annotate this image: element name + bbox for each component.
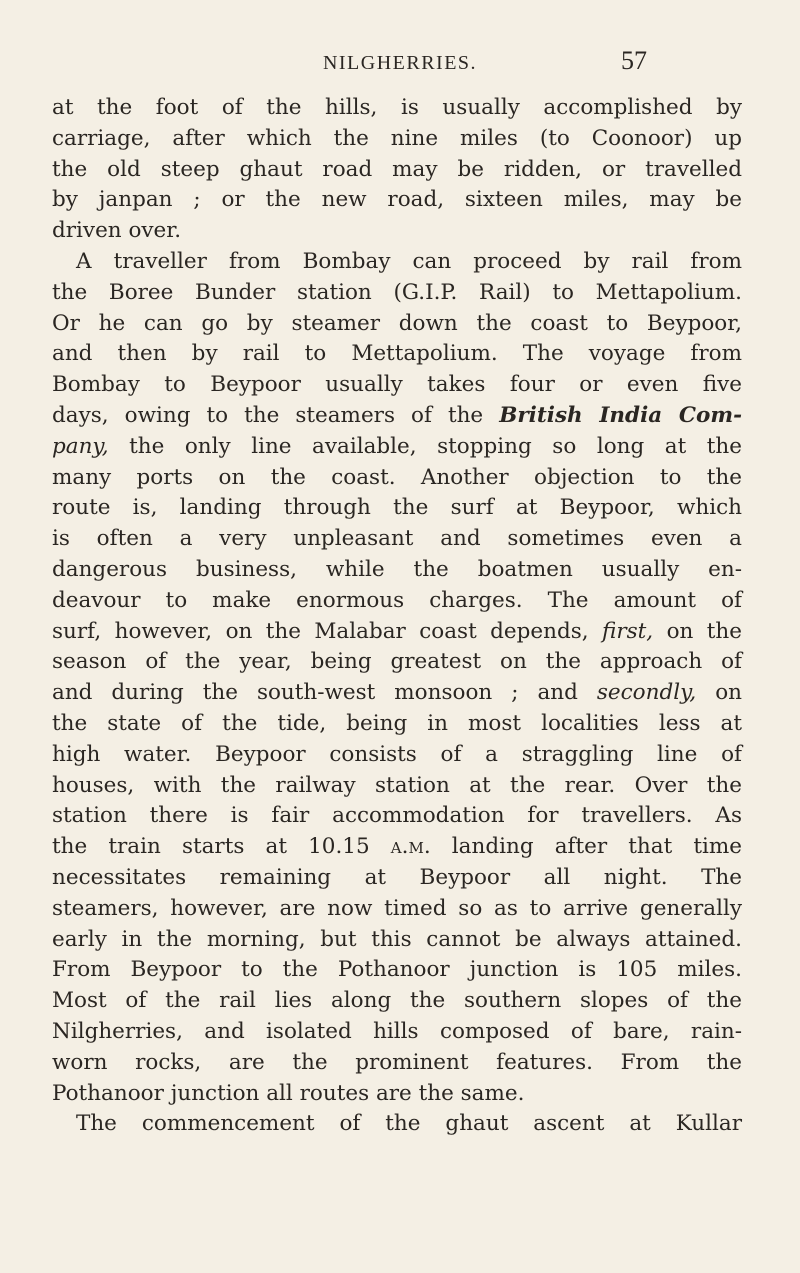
text-line: A traveller from Bombay can proceed by rail from — [76, 248, 742, 274]
running-head — [0, 46, 800, 82]
text-line: dangerous business, while the boatmen usually en- — [52, 556, 742, 582]
text-line: station there is fair accommodation for travellers. As — [52, 803, 742, 829]
text-line: worn rocks, are the prominent features. From the — [52, 1049, 742, 1075]
page-number: 57 — [621, 46, 647, 75]
text-line: Most of the rail lies along the southern slopes of the — [52, 988, 742, 1014]
text-line — [52, 432, 742, 463]
text-line: the old steep ghaut road may be ridden, or travelled — [52, 156, 742, 182]
text-line: Or he can go by steamer down the coast to Beypoor, — [52, 310, 742, 336]
text-segment: landing after that time — [430, 834, 742, 860]
text-line: Bombay to Beypoor usually takes four or even five — [52, 372, 742, 398]
text-line: driven over. — [52, 218, 182, 244]
text-line — [52, 678, 742, 709]
small-caps-text: a.m. — [390, 834, 431, 860]
text-line: Nilgherries, and isolated hills composed of bare, rain- — [52, 1018, 742, 1044]
text-line: is often a very unpleasant and sometimes even a — [52, 526, 742, 552]
body-text — [52, 93, 742, 1140]
emphasis-text: British India Com- — [499, 402, 742, 428]
text-segment: days, owing to the steamers of the — [52, 402, 500, 428]
emphasis-text: secondly, — [596, 680, 697, 706]
text-line: Pothanoor junction all routes are the same. — [52, 1080, 525, 1106]
running-title: NILGHERRIES. — [322, 52, 478, 74]
text-line: From Beypoor to the Pothanoor junction is 105 miles. — [52, 957, 742, 983]
text-line: the Boree Bunder station (G.I.P. Rail) to Mettapolium. — [52, 279, 742, 305]
emphasis-text: pany, — [52, 433, 109, 459]
text-line: houses, with the railway station at the rear. Over the — [52, 772, 742, 798]
text-line: and then by rail to Mettapolium. The voyage from — [52, 341, 742, 367]
text-line: The commencement of the ghaut ascent at Kullar — [76, 1111, 742, 1137]
text-line: steamers, however, are now timed so as to arrive generally — [52, 895, 742, 921]
text-line — [52, 617, 742, 648]
emphasis-text: first, — [602, 618, 654, 644]
text-line: season of the year, being greatest on the approach of — [52, 649, 742, 675]
text-line: early in the morning, but this cannot be always attained. — [52, 926, 742, 952]
text-line: necessitates remaining at Beypoor all night. The — [52, 864, 742, 890]
text-segment: on the — [653, 618, 743, 644]
text-line — [52, 401, 742, 432]
text-segment: and during the south-west monsoon ; and — [52, 680, 597, 706]
text-line: high water. Beypoor consists of a straggling line of — [52, 741, 742, 767]
text-line: route is, landing through the surf at Beypoor, which — [52, 495, 742, 521]
text-segment: on — [696, 680, 742, 706]
text-line: deavour to make enormous charges. The amount of — [52, 587, 742, 613]
text-line: many ports on the coast. Another objection to the — [52, 464, 742, 490]
text-line: at the foot of the hills, is usually accomplished by — [52, 95, 742, 120]
text-line: by janpan ; or the new road, sixteen miles, may be — [52, 187, 742, 213]
text-line: carriage, after which the nine miles (to Coonoor) up — [52, 125, 742, 151]
text-line: the state of the tide, being in most localities less at — [52, 710, 742, 736]
text-segment: the only line available, stopping so long at the — [108, 433, 742, 459]
text-segment: the train starts at 10.15 — [52, 834, 391, 860]
text-line — [52, 832, 742, 863]
text-segment: surf, however, on the Malabar coast depends, — [52, 618, 603, 644]
